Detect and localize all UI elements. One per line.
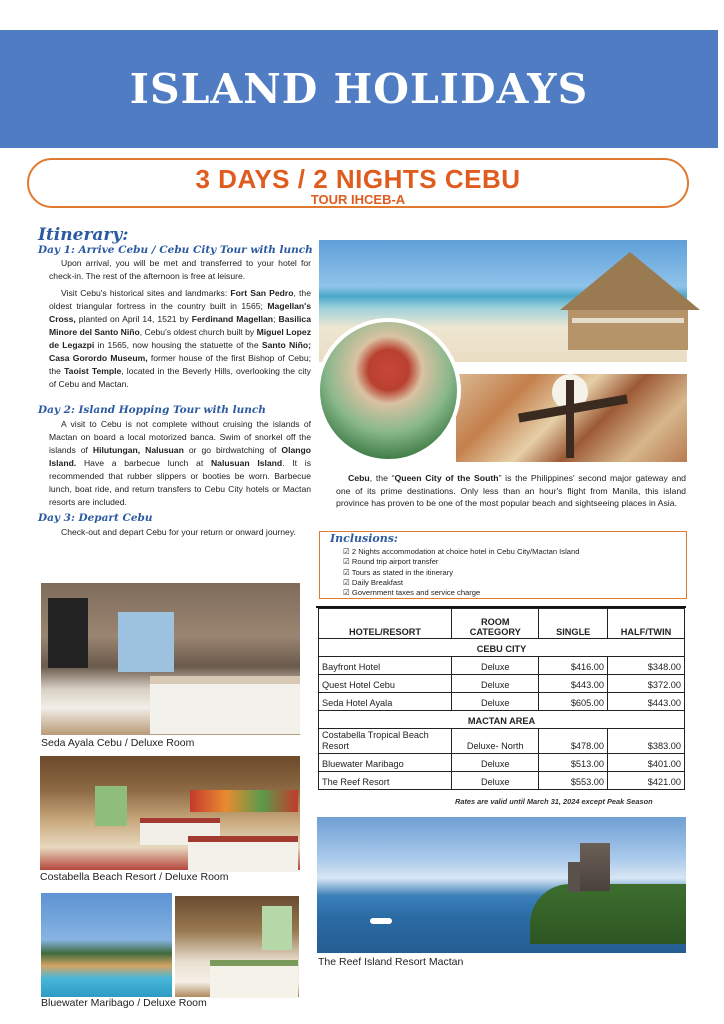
inclusion-item: ☑ Tours as stated in the itinerary bbox=[343, 568, 579, 578]
bluewater-pool-photo bbox=[41, 893, 172, 997]
table-row bbox=[319, 693, 685, 711]
category-cell: Deluxe bbox=[452, 657, 539, 675]
bluewater-window-shape bbox=[262, 906, 292, 950]
header-single: SINGLE bbox=[539, 609, 608, 639]
inclusions-heading: Inclusions: bbox=[330, 532, 398, 545]
rates-table bbox=[318, 608, 685, 790]
header-room-category: ROOM CATEGORY bbox=[452, 609, 539, 639]
category-cell: Deluxe bbox=[452, 675, 539, 693]
inclusion-item: ☑ Daily Breakfast bbox=[343, 578, 579, 588]
seda-window-shape bbox=[118, 612, 174, 672]
bluewater-bed-shape bbox=[210, 960, 298, 998]
costabella-window-shape bbox=[95, 786, 127, 826]
day3-title: Day 3: Depart Cebu bbox=[38, 512, 153, 524]
hotel-cell: The Reef Resort bbox=[319, 772, 452, 790]
day1-paragraph-tour: Visit Cebu's historical sites and landmarks: Fort San Pedro, the oldest triangular fortress in the country built in 1565; Magellan's Cross, planted on April 14, 1521 by Ferdinand Magellan; Basilica Minore del Santo Niño, Cebu's oldest church built by Miguel Lopez de Legazpi in 1565, now housing the statuette of the Santo Niño; Casa Gorordo Museum, former house of the first Bishop of Cebu; the Taoist Temple, located in the Beverly Hills, overlooking the city of Cebu and Mactan. bbox=[49, 288, 312, 389]
costabella-mural-shape bbox=[190, 790, 298, 812]
hotel-cell: Seda Hotel Ayala bbox=[319, 693, 452, 711]
taoist-temple-photo bbox=[316, 318, 461, 463]
table-row bbox=[319, 772, 685, 790]
day2-paragraph: A visit to Cebu is not complete without cruising the islands of Mactan on board a local motorized banca. Swim of snorkel off the islands of Hilutungan, Nalusuan or go birdwatching of Olango Island. Have a barbecue lunch at Nalusuan Island. It is recommended that rubber slippers or booties be worn. Barbecue lunch, boat ride, and return transfers to Cebu City hotels or Mactan resorts are included. bbox=[49, 419, 312, 507]
hotel-cell: Costabella Tropical Beach Resort bbox=[319, 729, 452, 754]
seda-tv-shape bbox=[48, 598, 88, 668]
reef-coastline-shape bbox=[530, 884, 686, 944]
inclusion-item: ☑ Government taxes and service charge bbox=[343, 588, 579, 598]
header-half-twin: HALF/TWIN bbox=[608, 609, 685, 639]
single-rate-cell: $416.00 bbox=[539, 657, 608, 675]
area-row: MACTAN AREA bbox=[319, 711, 685, 729]
package-title: 3 DAYS / 2 NIGHTS CEBU bbox=[195, 164, 521, 194]
inclusion-item: ☑ 2 Nights accommodation at choice hotel in Cebu City/Mactan Island bbox=[343, 547, 579, 557]
category-cell: Deluxe bbox=[452, 754, 539, 772]
single-rate-cell: $513.00 bbox=[539, 754, 608, 772]
hotel-cell: Bayfront Hotel bbox=[319, 657, 452, 675]
inclusion-item: ☑ Round trip airport transfer bbox=[343, 557, 579, 567]
area-row: CEBU CITY bbox=[319, 639, 685, 657]
category-cell: Deluxe bbox=[452, 693, 539, 711]
hut-rail-shape bbox=[572, 318, 684, 323]
table-row bbox=[319, 754, 685, 772]
hut-base-shape bbox=[568, 310, 688, 350]
itinerary-heading: Itinerary: bbox=[38, 225, 129, 245]
table-row bbox=[319, 657, 685, 675]
category-cell: Deluxe bbox=[452, 772, 539, 790]
cross-post-shape bbox=[566, 380, 574, 458]
twin-rate-cell: $348.00 bbox=[608, 657, 685, 675]
page-title: ISLAND HOLIDAYS bbox=[129, 65, 589, 113]
twin-rate-cell: $421.00 bbox=[608, 772, 685, 790]
day3-paragraph: Check-out and depart Cebu for your return or onward journey. bbox=[61, 527, 296, 537]
table-row bbox=[319, 675, 685, 693]
reef-tower-shape bbox=[580, 843, 610, 891]
twin-rate-cell: $443.00 bbox=[608, 693, 685, 711]
twin-rate-cell: $401.00 bbox=[608, 754, 685, 772]
single-rate-cell: $605.00 bbox=[539, 693, 608, 711]
hut-roof-shape bbox=[560, 252, 700, 310]
header-hotel: HOTEL/RESORT bbox=[319, 609, 452, 639]
hotel-cell: Quest Hotel Cebu bbox=[319, 675, 452, 693]
category-cell: Deluxe- North bbox=[452, 729, 539, 754]
caption-reef: The Reef Island Resort Mactan bbox=[318, 956, 464, 968]
single-rate-cell: $553.00 bbox=[539, 772, 608, 790]
single-rate-cell: $443.00 bbox=[539, 675, 608, 693]
inclusions-list bbox=[343, 547, 579, 598]
package-code: TOUR IHCEB-A bbox=[310, 192, 406, 207]
reef-boat-shape bbox=[370, 918, 392, 924]
twin-rate-cell: $383.00 bbox=[608, 729, 685, 754]
rates-validity-note: Rates are valid until March 31, 2024 except Peak Season bbox=[455, 797, 653, 806]
twin-rate-cell: $372.00 bbox=[608, 675, 685, 693]
table-row bbox=[319, 729, 685, 754]
caption-bluewater: Bluewater Maribago / Deluxe Room bbox=[41, 997, 207, 1009]
caption-costabella: Costabella Beach Resort / Deluxe Room bbox=[40, 871, 229, 883]
caption-seda: Seda Ayala Cebu / Deluxe Room bbox=[41, 737, 195, 749]
seda-bed-shape bbox=[150, 676, 300, 734]
single-rate-cell: $478.00 bbox=[539, 729, 608, 754]
rates-header-row bbox=[319, 609, 685, 639]
costabella-bed-shape bbox=[188, 836, 298, 872]
cebu-description: Cebu, the “Queen City of the South” is the Philippines' second major gateway and one of its prime destinations. Only less than an hour's flight from Manila, this island province has proven to be one of the most popular beach and sightseeing places in Asia. bbox=[336, 473, 686, 508]
hotel-cell: Bluewater Maribago bbox=[319, 754, 452, 772]
day1-title: Day 1: Arrive Cebu / Cebu City Tour with lunch bbox=[38, 244, 313, 256]
day1-paragraph-arrival: Upon arrival, you will be met and transferred to your hotel for check-in. The rest of the afternoon is free at leisure. bbox=[49, 258, 311, 281]
day2-title: Day 2: Island Hopping Tour with lunch bbox=[38, 404, 266, 416]
